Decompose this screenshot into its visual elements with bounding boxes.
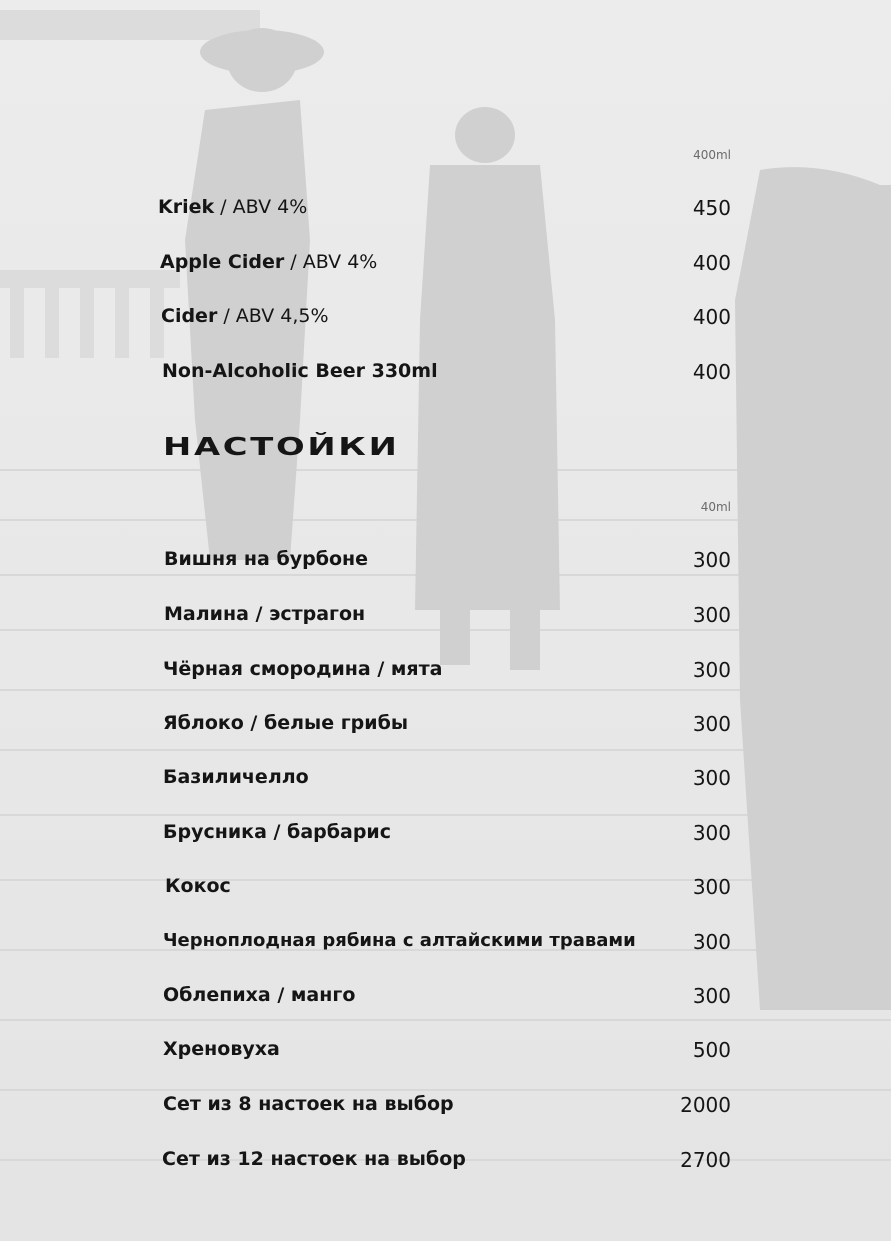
item-name — [158, 196, 307, 218]
item-name: Черноплодная рябина с алтайскими травами — [163, 930, 636, 951]
menu-item — [0, 764, 891, 794]
item-price: 500 — [692, 1038, 731, 1062]
item-price: 300 — [692, 712, 731, 736]
item-name: Базиличелло — [163, 766, 309, 788]
menu-item — [0, 928, 891, 958]
item-name: Кокос — [165, 875, 231, 897]
item-name: Облепиха / манго — [163, 984, 356, 1006]
item-name-main: Kriek — [158, 196, 215, 218]
item-name: Сет из 8 настоек на выбор — [163, 1093, 454, 1115]
item-price: 400 — [692, 251, 731, 275]
menu-item — [0, 982, 891, 1012]
item-price: 300 — [692, 875, 731, 899]
item-price: 300 — [692, 766, 731, 790]
item-name: Малина / эстрагон — [164, 603, 366, 625]
menu-item-apple-cider — [0, 249, 891, 279]
menu-item-cider — [0, 303, 891, 333]
menu-item-kriek — [0, 194, 891, 224]
item-name: Яблоко / белые грибы — [163, 712, 409, 734]
menu-item — [0, 601, 891, 631]
item-price: 300 — [692, 658, 731, 682]
menu-item — [0, 1091, 891, 1121]
item-price: 2000 — [680, 1093, 731, 1117]
item-name — [160, 251, 377, 273]
item-name-detail: / ABV 4,5% — [217, 305, 329, 327]
item-name-main: Apple Cider — [160, 251, 285, 273]
item-name-detail: / ABV 4% — [214, 196, 308, 218]
item-name-main: Non-Alcoholic Beer 330ml — [162, 360, 438, 382]
item-price: 300 — [692, 603, 731, 627]
section-title-infusions: НАСТОЙКИ — [163, 432, 400, 461]
item-name: Брусника / барбарис — [163, 821, 392, 843]
item-name — [161, 305, 329, 327]
beer-size-note: 400ml — [693, 148, 731, 162]
item-price: 300 — [692, 930, 731, 954]
item-name: Сет из 12 настоек на выбор — [162, 1148, 466, 1170]
item-price: 400 — [692, 360, 731, 384]
item-name-detail: / ABV 4% — [284, 251, 378, 273]
item-price: 2700 — [680, 1148, 731, 1172]
menu-item-non-alcoholic-beer — [0, 358, 891, 388]
item-price: 300 — [692, 984, 731, 1008]
item-name: Хреновуха — [163, 1038, 280, 1060]
item-price: 300 — [692, 821, 731, 845]
item-price: 300 — [692, 548, 731, 572]
menu-item — [0, 656, 891, 686]
item-price: 400 — [692, 305, 731, 329]
item-name-main: Cider — [161, 305, 218, 327]
item-name — [162, 360, 438, 382]
menu-item — [0, 546, 891, 576]
infusions-size-note: 40ml — [700, 500, 731, 514]
menu-item — [0, 819, 891, 849]
menu-item — [0, 1036, 891, 1066]
menu-item — [0, 1146, 891, 1176]
item-price: 450 — [692, 196, 731, 220]
menu-item — [0, 710, 891, 740]
menu-item — [0, 873, 891, 903]
item-name: Чёрная смородина / мята — [163, 658, 443, 680]
item-name: Вишня на бурбоне — [164, 548, 369, 570]
